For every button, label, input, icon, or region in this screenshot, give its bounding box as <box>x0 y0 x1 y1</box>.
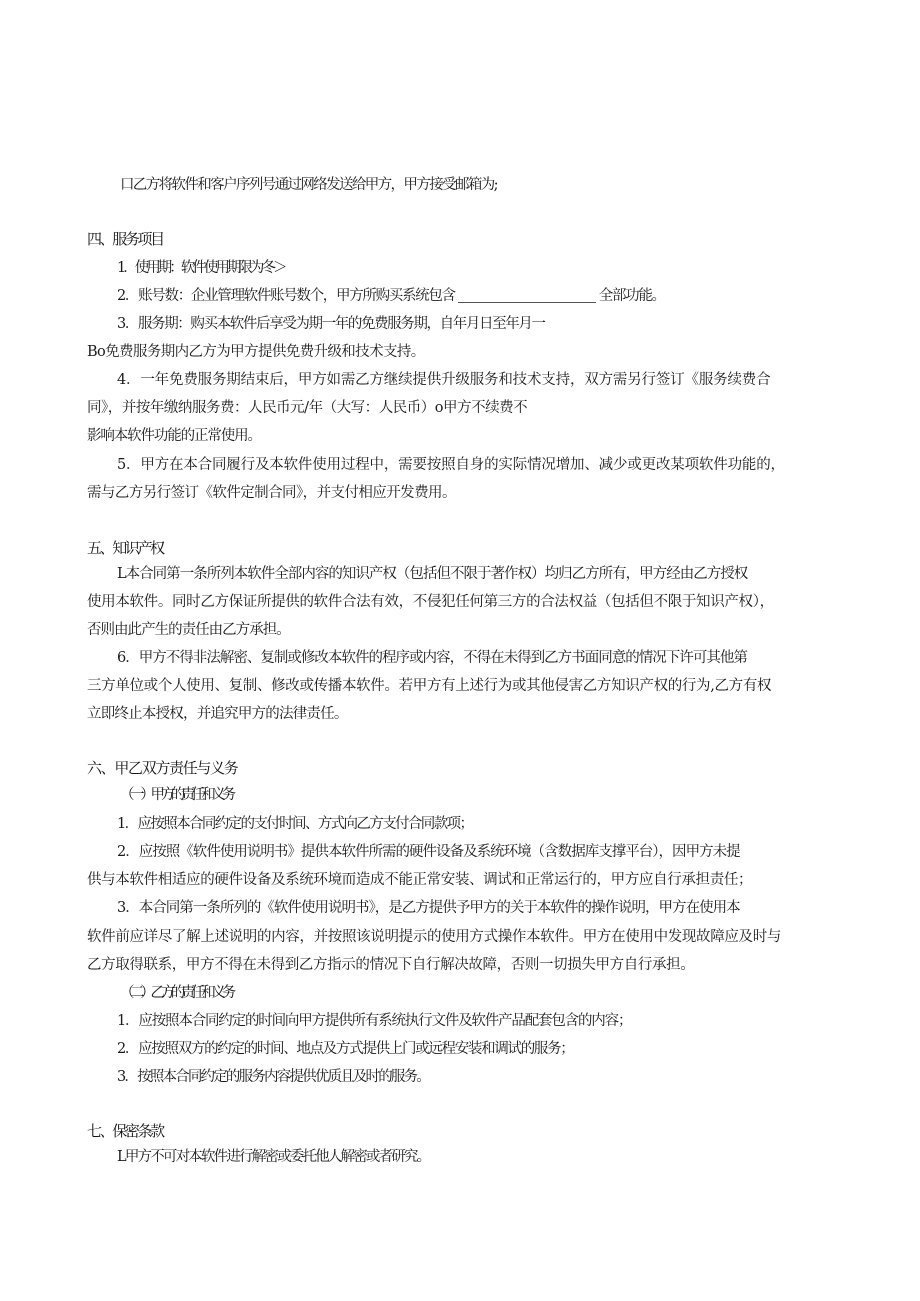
s6-b-item-2: 2．应按照双方的约定的时间、地点及方式提供上门或远程安装和调试的服务； <box>117 1041 574 1057</box>
s4-item-5-line2: 需与乙方另行签订《软件定制合同》，并支付相应开发费用。 <box>87 485 456 501</box>
s6-sub-heading-1: （一）甲方的责任和义务 <box>120 787 232 803</box>
s4-item-3: 3．服务期：购买本软件后享受为期一年的免费服务期，自年月日至年月一 <box>117 316 545 332</box>
section-5-heading: 五、知识产权 <box>87 539 163 557</box>
s5-p1-line2: 使用本软件。同时乙方保证所提供的软件合法有效，不侵犯任何第三方的合法权益（包括但不限于知识产权）， <box>87 594 774 610</box>
s5-p1-line1: L本合同第一条所列本软件全部内容的知识产权（包括但不限于著作权）均归乙方所有，甲方经由乙方授权 <box>117 566 748 582</box>
s6-a-item-3-line1: 3．本合同第一条所列的《软件使用说明书》，是乙方提供予甲方的关于本软件的操作说明，甲方在使用本 <box>117 900 740 916</box>
s6-a-item-3-line2: 软件前应详尽了解上述说明的内容，并按照该说明提示的使用方式操作本软件。甲方在使用中发现故障应及时与 <box>87 929 782 945</box>
s7-p1: L甲方不可对本软件进行解密或委托他人解密或者研究。 <box>117 1149 430 1165</box>
s6-sub-heading-2: （二）乙方的责任和义务 <box>120 985 232 1001</box>
s6-a-item-1: 1．应按照本合同约定的支付时间、方式向乙方支付合同款项； <box>117 816 473 832</box>
s4-item-4-line3: 影响本软件功能的正常使用。 <box>87 428 261 444</box>
s6-a-item-2-line2: 供与本软件相适应的硬件设备及系统环境而造成不能正常安装、调试和正常运行的，甲方应自行承担责任； <box>87 872 753 888</box>
s4-item-4-line2: 同》，并按年缴纳服务费：人民币元/年（大写：人民币）o甲方不续费不 <box>87 400 528 416</box>
s6-a-item-2-line1: 2．应按照《软件使用说明书》提供本软件所需的硬件设备及系统环境（含数据库支撑平台），因甲方未提 <box>117 844 740 860</box>
s5-p1-line3: 否则由此产生的责任由乙方承担。 <box>87 622 290 638</box>
intro-paragraph: 口乙方将软件和客户序列号通过网络发送给甲方，甲方接受邮箱为; <box>120 177 497 193</box>
section-6-heading: 六、甲乙双方责任与义务 <box>87 759 238 777</box>
s6-b-item-3: 3．按照本合同约定的服务内容提供优质且及时的服务。 <box>117 1069 429 1085</box>
s5-p2-line2: 三方单位或个人使用、复制、修改或传播本软件。若甲方有上述行为或其他侵害乙方知识产权的行为,乙方有权 <box>87 678 772 694</box>
s4-item-5-line1: 5．甲方在本合同履行及本软件使用过程中，需要按照自身的实际情况增加、减少或更改某项软件功能的， <box>117 457 785 473</box>
s4-item-2-tail: 全部功能。 <box>598 288 665 304</box>
s4-item-1: 1．使用期：软件使用期限为冬＞ <box>117 260 285 276</box>
s6-b-item-1: 1．应按照本合同约定的时间向甲方提供所有系统执行文件及软件产品配套包含的内容； <box>117 1013 632 1029</box>
s5-p2-line3: 立即终止本授权，并追究甲方的法律责任。 <box>87 706 348 722</box>
s4-item-4-line1: 4．一年免费服务期结束后，甲方如需乙方继续提供升级服务和技术支持，双方需另行签订《服务续费合 <box>117 372 771 388</box>
blank-field <box>458 288 596 303</box>
section-7-heading: 七、保密条款 <box>87 1122 163 1140</box>
s4-item-2 <box>117 286 877 306</box>
s4-item-2-text: 2．账号数：企业管理软件账号数个，甲方所购买系统包含 <box>117 288 455 304</box>
s6-a-item-3-line3: 乙方取得联系，甲方不得在未得到乙方指示的情况下自行解决故障，否则一切损失甲方自行承担。 <box>87 957 695 973</box>
s5-p2-line1: 6．甲方不得非法解密、复制或修改本软件的程序或内容，不得在未得到乙方书面同意的情况下许可其他第 <box>117 650 747 666</box>
section-4-heading: 四、服务项目 <box>87 230 163 248</box>
s4-item-3-cont: Bo免费服务期内乙方为甲方提供免费升级和技术支持。 <box>87 344 425 360</box>
